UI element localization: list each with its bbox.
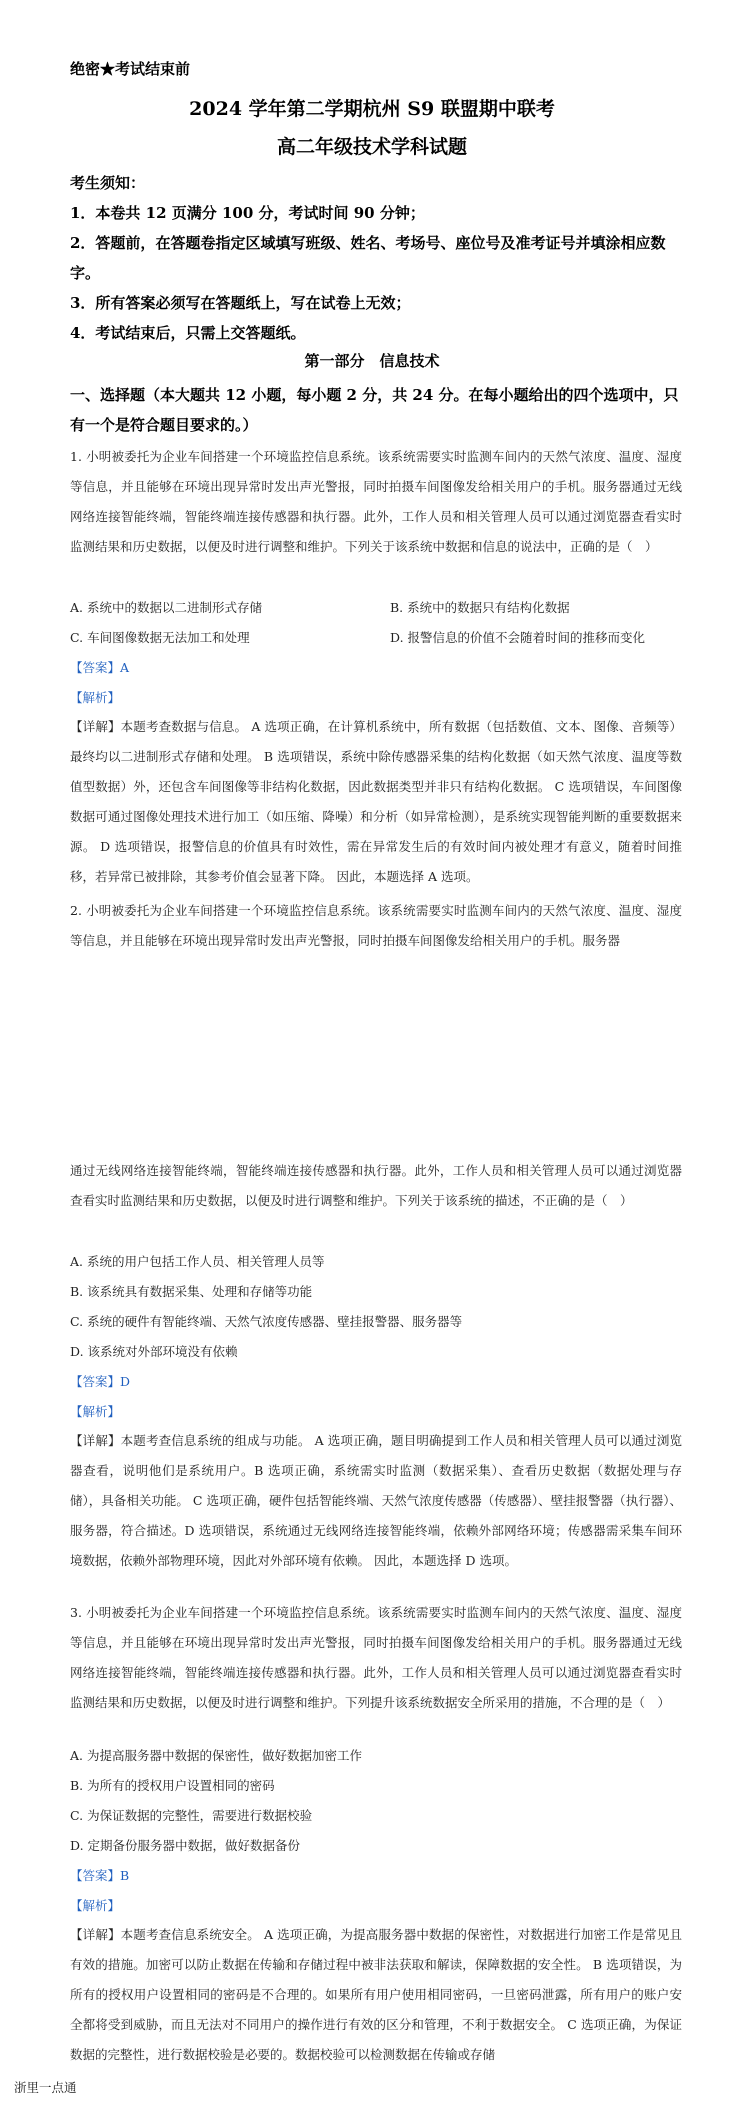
- question-1-stem: 1. 小明被委托为企业车间搭建一个环境监控信息系统。该系统需要实时监测车间内的天然气浓度、温度、湿度等信息，并且能够在环境出现异常时发出声光警报，同时拍摄车间图像发给相关用户的手机。服务器通过无线网络连接智能终端，智能终端连接传感器和执行器。此外，工作人员和相关管理人员可以通过浏览器查看实时监测结果和历史数据，以便及时进行调整和维护。下列关于该系统中数据和信息的说法中，正确的是（ ）: [70, 449, 682, 554]
- question-3-option-d: D. 定期备份服务器中数据，做好数据备份: [70, 1838, 301, 1853]
- notice-item-3: 3．所有答案必须写在答题纸上，写在试卷上无效；: [70, 294, 411, 312]
- question-3-stem: 3. 小明被委托为企业车间搭建一个环境监控信息系统。该系统需要实时监测车间内的天然气浓度、温度、湿度等信息，并且能够在环境出现异常时发出声光警报，同时拍摄车间图像发给相关用户的手机。服务器通过无线网络连接智能终端，智能终端连接传感器和执行器。此外，工作人员和相关管理人员可以通过浏览器查看实时监测结果和历史数据，以便及时进行调整和维护。下列提升该系统数据安全所采用的措施，不合理的是（ ）: [70, 1605, 682, 1710]
- question-1-option-d: D. 报警信息的价值不会随着时间的推移而变化: [390, 630, 646, 645]
- footer-watermark: 浙里一点通: [14, 2080, 77, 2095]
- question-2-answer: 【答案】D: [70, 1374, 131, 1389]
- exam-subtitle: 高二年级技术学科试题: [276, 136, 467, 158]
- notice-heading: 考生须知：: [70, 174, 146, 192]
- question-1-option-c: C. 车间图像数据无法加工和处理: [70, 630, 250, 645]
- notice-item-1: 1．本卷共 12 页满分 100 分，考试时间 90 分钟；: [70, 204, 425, 222]
- question-2-option-a: A. 系统的用户包括工作人员、相关管理人员等: [70, 1254, 325, 1269]
- exam-title: 2024 学年第二学期杭州 S9 联盟期中联考: [189, 98, 555, 120]
- question-3-option-b: B. 为所有的授权用户设置相同的密码: [70, 1778, 275, 1793]
- question-2-option-c: C. 系统的硬件有智能终端、天然气浓度传感器、壁挂报警器、服务器等: [70, 1314, 463, 1329]
- secret-label: 绝密★考试结束前: [70, 60, 191, 78]
- notice-item-2: 2．答题前，在答题卷指定区域填写班级、姓名、考场号、座位号及准考证号并填涂相应数字。: [70, 234, 666, 282]
- notice-item-4: 4．考试结束后，只需上交答题纸。: [70, 324, 306, 342]
- question-3-option-c: C. 为保证数据的完整性，需要进行数据校验: [70, 1808, 313, 1823]
- question-1-option-b: B. 系统中的数据只有结构化数据: [390, 600, 570, 615]
- question-3-analysis-label: 【解析】: [70, 1898, 121, 1913]
- question-3-option-a: A. 为提高服务器中数据的保密性，做好数据加密工作: [70, 1748, 362, 1763]
- question-1-answer: 【答案】A: [70, 660, 130, 675]
- question-3-answer: 【答案】B: [70, 1868, 130, 1883]
- question-2-option-b: B. 该系统具有数据采集、处理和存储等功能: [70, 1284, 313, 1299]
- section-title: 一、选择题（本大题共 12 小题，每小题 2 分，共 24 分。在每小题给出的四个选项中，只有一个是符合题目要求的。）: [70, 386, 679, 434]
- question-2-option-d: D. 该系统对外部环境没有依赖: [70, 1344, 238, 1359]
- question-2-analysis-label: 【解析】: [70, 1404, 121, 1419]
- question-1-analysis-label: 【解析】: [70, 690, 121, 705]
- part-title: 第一部分 信息技术: [304, 352, 440, 370]
- question-1-option-a: A. 系统中的数据以二进制形式存储: [70, 600, 262, 615]
- question-2-stem-part-2: 通过无线网络连接智能终端，智能终端连接传感器和执行器。此外，工作人员和相关管理人员可以通过浏览器查看实时监测结果和历史数据，以便及时进行调整和维护。下列关于该系统的描述，不正确的是（ ）: [70, 1163, 682, 1208]
- question-2-stem-part-1: 2. 小明被委托为企业车间搭建一个环境监控信息系统。该系统需要实时监测车间内的天然气浓度、温度、湿度等信息，并且能够在环境出现异常时发出声光警报，同时拍摄车间图像发给相关用户的手机。服务器: [70, 903, 682, 948]
- question-2-detail: 【详解】本题考查信息系统的组成与功能。 A 选项正确，题目明确提到工作人员和相关管理人员可以通过浏览器查看，说明他们是系统用户。B 选项正确，系统需实时监测（数据采集）、查看历史数据（数据处理与存储），具备相关功能。 C 选项正确，硬件包括智能终端、天然气浓度传感器（传感器）、壁挂报警器（执行器）、服务器，符合描述。D 选项错误，系统通过无线网络连接智能终端，依赖外部网络环境；传感器需采集车间环境数据，依赖外部物理环境，因此对外部环境有依赖。 因此，本题选择 D 选项。: [70, 1433, 682, 1568]
- question-1-detail: 【详解】本题考查数据与信息。 A 选项正确，在计算机系统中，所有数据（包括数值、文本、图像、音频等）最终均以二进制形式存储和处理。 B 选项错误，系统中除传感器采集的结构化数据（如天然气浓度、温度等数值型数据）外，还包含车间图像等非结构化数据，因此数据类型并非只有结构化数据。 C 选项错误，车间图像数据可通过图像处理技术进行加工（如压缩、降噪）和分析（如异常检测），是系统实现智能判断的重要数据来源。 D 选项错误，报警信息的价值具有时效性，需在异常发生后的有效时间内被处理才有意义，随着时间推移，若异常已被排除，其参考价值会显著下降。 因此，本题选择 A 选项。: [70, 719, 682, 884]
- question-3-detail: 【详解】本题考查信息系统安全。 A 选项正确，为提高服务器中数据的保密性，对数据进行加密工作是常见且有效的措施。加密可以防止数据在传输和存储过程中被非法获取和解读，保障数据的安全性。 B 选项错误，为所有的授权用户设置相同的密码是不合理的。如果所有用户使用相同密码，一旦密码泄露，所有用户的账户安全都将受到威胁，而且无法对不同用户的操作进行有效的区分和管理，不利于数据安全。 C 选项正确，为保证数据的完整性，进行数据校验是必要的。数据校验可以检测数据在传输或存储: [70, 1927, 682, 2062]
